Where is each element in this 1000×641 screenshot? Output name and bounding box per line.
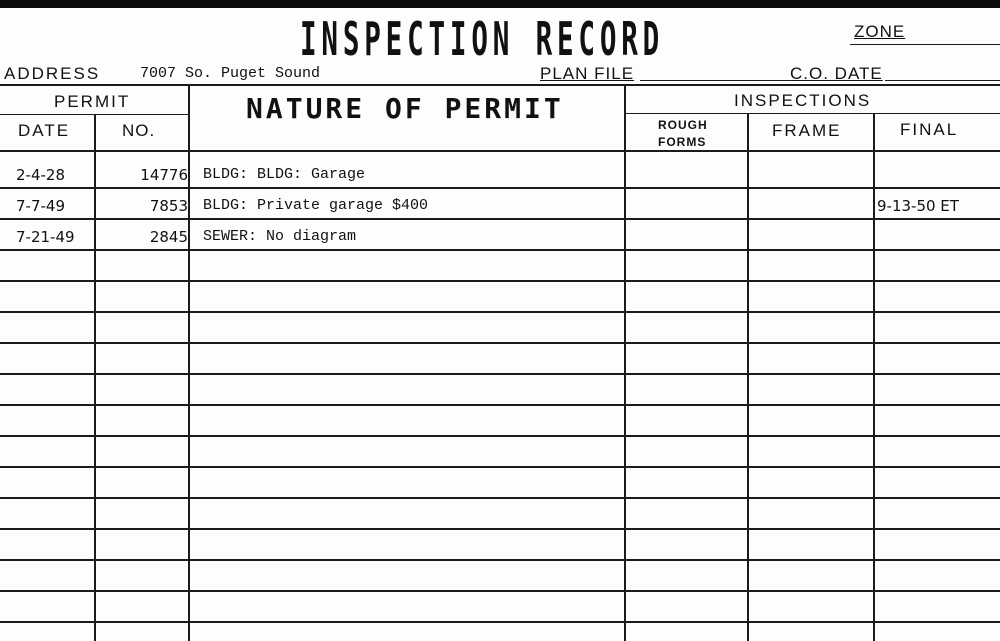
row-rule	[0, 559, 1000, 561]
inspections-subheader-rule	[624, 113, 1000, 114]
nature-of-permit-cell: SEWER: No diagram	[203, 228, 357, 245]
row-rule	[0, 249, 1000, 251]
address-label: ADDRESS	[4, 64, 101, 83]
final-column-header: FINAL	[900, 120, 959, 139]
frame-column-header: FRAME	[772, 121, 842, 140]
row-rule	[0, 187, 1000, 189]
row-rule	[0, 342, 1000, 344]
zone-underline	[850, 44, 1000, 45]
frame-final-divider	[873, 113, 875, 641]
plan-file-underline	[640, 80, 790, 81]
row-rule	[0, 435, 1000, 437]
permit-date-cell: 7-7-49	[16, 197, 65, 215]
top-border	[0, 0, 1000, 8]
final-inspection-cell: 9-13-50 ET	[877, 197, 959, 215]
address-value: 7007 So. Puget Sound	[140, 65, 321, 82]
nature-column-header: NATURE OF PERMIT	[246, 92, 564, 125]
row-rule	[0, 466, 1000, 468]
permit-group-header: PERMIT	[54, 92, 131, 111]
row-rule	[0, 621, 1000, 623]
co-date-underline	[885, 80, 1000, 81]
permit-nature-divider	[188, 84, 190, 641]
rough-forms-column-header: ROUGH FORMS	[658, 118, 708, 149]
header-bottom-rule	[0, 150, 1000, 152]
row-rule	[0, 373, 1000, 375]
nature-of-permit-cell: BLDG: BLDG: Garage	[203, 166, 366, 183]
date-no-divider	[94, 114, 96, 641]
permit-date-cell: 7-21-49	[16, 228, 75, 246]
rough-frame-divider	[747, 113, 749, 641]
permit-number-cell: 14776	[140, 166, 188, 184]
permit-date-cell: 2-4-28	[16, 166, 65, 184]
header-top-rule	[0, 84, 1000, 86]
no-column-header: NO.	[122, 121, 156, 140]
date-column-header: DATE	[18, 121, 71, 140]
row-rule	[0, 280, 1000, 282]
row-rule	[0, 311, 1000, 313]
row-rule	[0, 404, 1000, 406]
inspections-group-header: INSPECTIONS	[734, 91, 872, 110]
plan-file-label: PLAN FILE	[540, 64, 635, 83]
co-date-label: C.O. DATE	[790, 64, 883, 83]
row-rule	[0, 497, 1000, 499]
row-rule	[0, 590, 1000, 592]
permit-number-cell: 7853	[149, 197, 188, 215]
nature-of-permit-cell: BLDG: Private garage $400	[203, 197, 429, 214]
permit-number-cell: 2845	[149, 228, 188, 246]
row-rule	[0, 528, 1000, 530]
nature-inspections-divider	[624, 84, 626, 641]
page-title: INSPECTION RECORD	[300, 12, 665, 66]
zone-label: ZONE	[854, 22, 906, 41]
row-rule	[0, 218, 1000, 220]
